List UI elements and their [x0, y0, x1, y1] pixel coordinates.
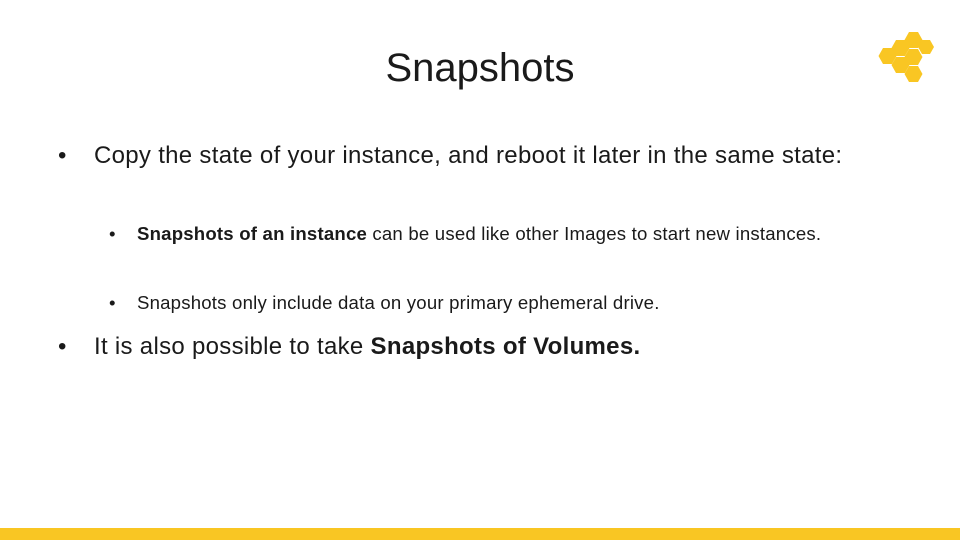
bullet-marker: •	[58, 142, 67, 169]
bullet-text: Snapshots only include data on your primary ephemeral drive.	[137, 292, 660, 313]
sub-bullet-item	[109, 289, 897, 316]
sub-bullet-item	[109, 220, 857, 247]
bold-text: Snapshots of Volumes.	[370, 333, 641, 360]
bullet-marker: •	[109, 223, 116, 244]
bold-text: Snapshots of an instance	[137, 223, 368, 244]
bullet-text: Copy the state of your instance, and reboot it later in the same state:	[94, 142, 843, 169]
bullet-text: It is also possible to take	[94, 333, 371, 360]
bullet-marker: •	[58, 333, 67, 360]
slide-title: Snapshots	[385, 46, 575, 90]
bullet-text: can be used like other Images to start new instances.	[367, 223, 822, 244]
bullet-item	[58, 330, 874, 364]
bullet-marker: •	[109, 292, 116, 313]
footer-accent-bar	[0, 528, 960, 540]
bullet-item	[58, 139, 874, 173]
